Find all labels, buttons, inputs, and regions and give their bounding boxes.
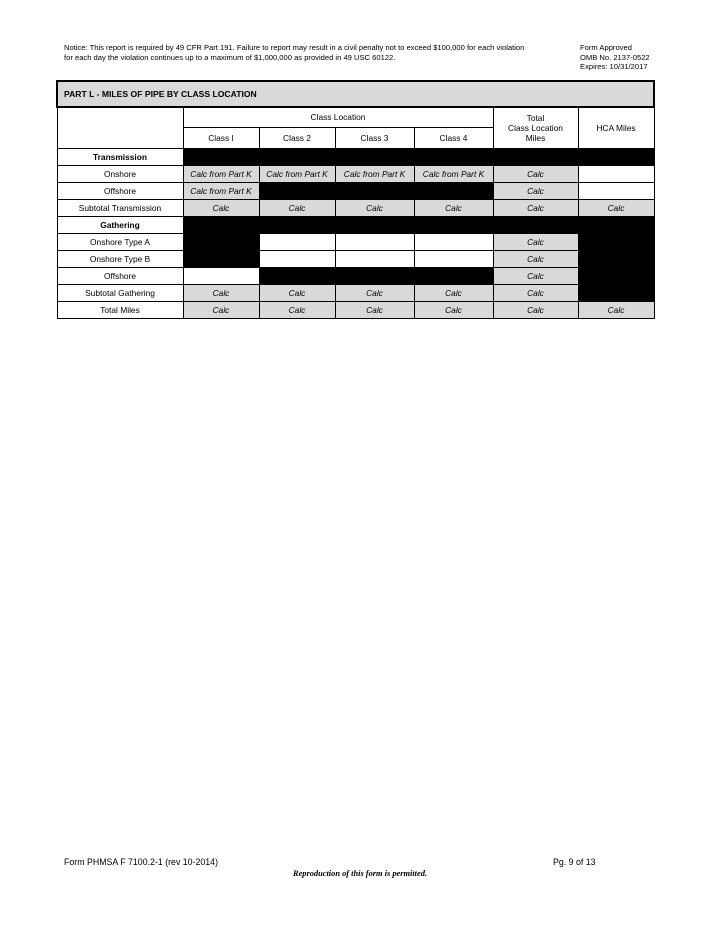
class-4-input[interactable] bbox=[414, 233, 493, 250]
gathering-section-row bbox=[57, 216, 654, 233]
calc-cell: Calc bbox=[493, 165, 578, 182]
calc-cell: Calc bbox=[578, 199, 654, 216]
total-miles-row bbox=[57, 301, 654, 318]
class-1-input[interactable] bbox=[183, 267, 259, 284]
calc-cell: Calc bbox=[414, 284, 493, 301]
offshore-label: Offshore bbox=[57, 267, 183, 284]
subtotal-gathering-row bbox=[57, 284, 654, 301]
calc-from-part-k-cell: Calc from Part K bbox=[335, 165, 414, 182]
onshore-type-a-label: Onshore Type A bbox=[57, 233, 183, 250]
blocked-cell bbox=[578, 284, 654, 301]
blocked-cell bbox=[578, 233, 654, 250]
calc-cell: Calc bbox=[259, 199, 335, 216]
miles-of-pipe-table bbox=[56, 80, 655, 319]
onshore-label: Onshore bbox=[57, 165, 183, 182]
calc-cell: Calc bbox=[578, 301, 654, 318]
total-class-location-miles-header: Total Class Location Miles bbox=[493, 107, 578, 148]
form-id: Form PHMSA F 7100.2-1 (rev 10-2014) bbox=[64, 857, 219, 867]
calc-cell: Calc bbox=[493, 182, 578, 199]
calc-cell: Calc bbox=[414, 301, 493, 318]
blocked-cell bbox=[183, 250, 259, 267]
class-2-input[interactable] bbox=[259, 233, 335, 250]
calc-cell: Calc bbox=[493, 284, 578, 301]
gathering-onshore-type-a-row bbox=[57, 233, 654, 250]
subtotal-transmission-row bbox=[57, 199, 654, 216]
calc-cell: Calc bbox=[259, 284, 335, 301]
transmission-offshore-row bbox=[57, 182, 654, 199]
form-approval-block bbox=[580, 43, 680, 72]
part-l-title: PART L - MILES OF PIPE BY CLASS LOCATION bbox=[57, 81, 654, 107]
calc-cell: Calc bbox=[335, 301, 414, 318]
blocked-cells bbox=[183, 216, 654, 233]
calc-from-part-k-cell: Calc from Part K bbox=[183, 165, 259, 182]
class-4-input[interactable] bbox=[414, 250, 493, 267]
hca-miles-header: HCA Miles bbox=[578, 107, 654, 148]
calc-cell: Calc bbox=[183, 301, 259, 318]
calc-cell: Calc bbox=[414, 199, 493, 216]
transmission-onshore-row bbox=[57, 165, 654, 182]
notice-line-2: for each day the violation continues up to a maximum of $1,000,000 as provided in 49 USC 60122. bbox=[64, 52, 396, 62]
blocked-cell bbox=[183, 233, 259, 250]
reproduction-notice: Reproduction of this form is permitted. bbox=[292, 869, 427, 878]
class-4-header: Class 4 bbox=[414, 127, 493, 148]
calc-cell: Calc bbox=[335, 199, 414, 216]
calc-cell: Calc bbox=[183, 199, 259, 216]
class-2-header: Class 2 bbox=[259, 127, 335, 148]
page-number: Pg. 9 of 13 bbox=[553, 857, 596, 867]
class-1-header: Class I bbox=[183, 127, 259, 148]
offshore-label: Offshore bbox=[57, 182, 183, 199]
gathering-offshore-row bbox=[57, 267, 654, 284]
notice-line-1: Notice: This report is required by 49 CFR Part 191. Failure to report may result in a civil penalty not to exceed $100,000 for each violation bbox=[64, 43, 525, 52]
row-header-corner bbox=[57, 107, 183, 148]
blocked-cells bbox=[183, 148, 654, 165]
expiration-date: Expires: 10/31/2017 bbox=[580, 62, 648, 71]
gathering-heading: Gathering bbox=[57, 216, 183, 233]
hca-miles-input[interactable] bbox=[578, 182, 654, 199]
class-3-header: Class 3 bbox=[335, 127, 414, 148]
transmission-section-row bbox=[57, 148, 654, 165]
omb-number: OMB No. 2137-0522 bbox=[580, 52, 650, 62]
class-3-input[interactable] bbox=[335, 233, 414, 250]
calc-cell: Calc bbox=[493, 199, 578, 216]
notice-text bbox=[64, 43, 554, 62]
calc-cell: Calc bbox=[493, 250, 578, 267]
class-3-input[interactable] bbox=[335, 250, 414, 267]
class-2-input[interactable] bbox=[259, 250, 335, 267]
total-miles-label: Total Miles bbox=[57, 301, 183, 318]
gathering-onshore-type-b-row bbox=[57, 250, 654, 267]
calc-from-part-k-cell: Calc from Part K bbox=[414, 165, 493, 182]
calc-cell: Calc bbox=[259, 301, 335, 318]
onshore-type-b-label: Onshore Type B bbox=[57, 250, 183, 267]
calc-cell: Calc bbox=[493, 301, 578, 318]
blocked-cell bbox=[578, 267, 654, 284]
calc-cell: Calc bbox=[493, 267, 578, 284]
subtotal-gathering-label: Subtotal Gathering bbox=[57, 284, 183, 301]
hca-miles-input[interactable] bbox=[578, 165, 654, 182]
blocked-cells bbox=[259, 267, 493, 284]
calc-from-part-k-cell: Calc from Part K bbox=[259, 165, 335, 182]
class-location-header: Class Location bbox=[183, 107, 493, 127]
blocked-cells bbox=[259, 182, 493, 199]
blocked-cell bbox=[578, 250, 654, 267]
form-approved-label: Form Approved bbox=[580, 43, 632, 52]
calc-cell: Calc bbox=[183, 284, 259, 301]
subtotal-transmission-label: Subtotal Transmission bbox=[57, 199, 183, 216]
calc-from-part-k-cell: Calc from Part K bbox=[183, 182, 259, 199]
calc-cell: Calc bbox=[335, 284, 414, 301]
transmission-heading: Transmission bbox=[57, 148, 183, 165]
calc-cell: Calc bbox=[493, 233, 578, 250]
